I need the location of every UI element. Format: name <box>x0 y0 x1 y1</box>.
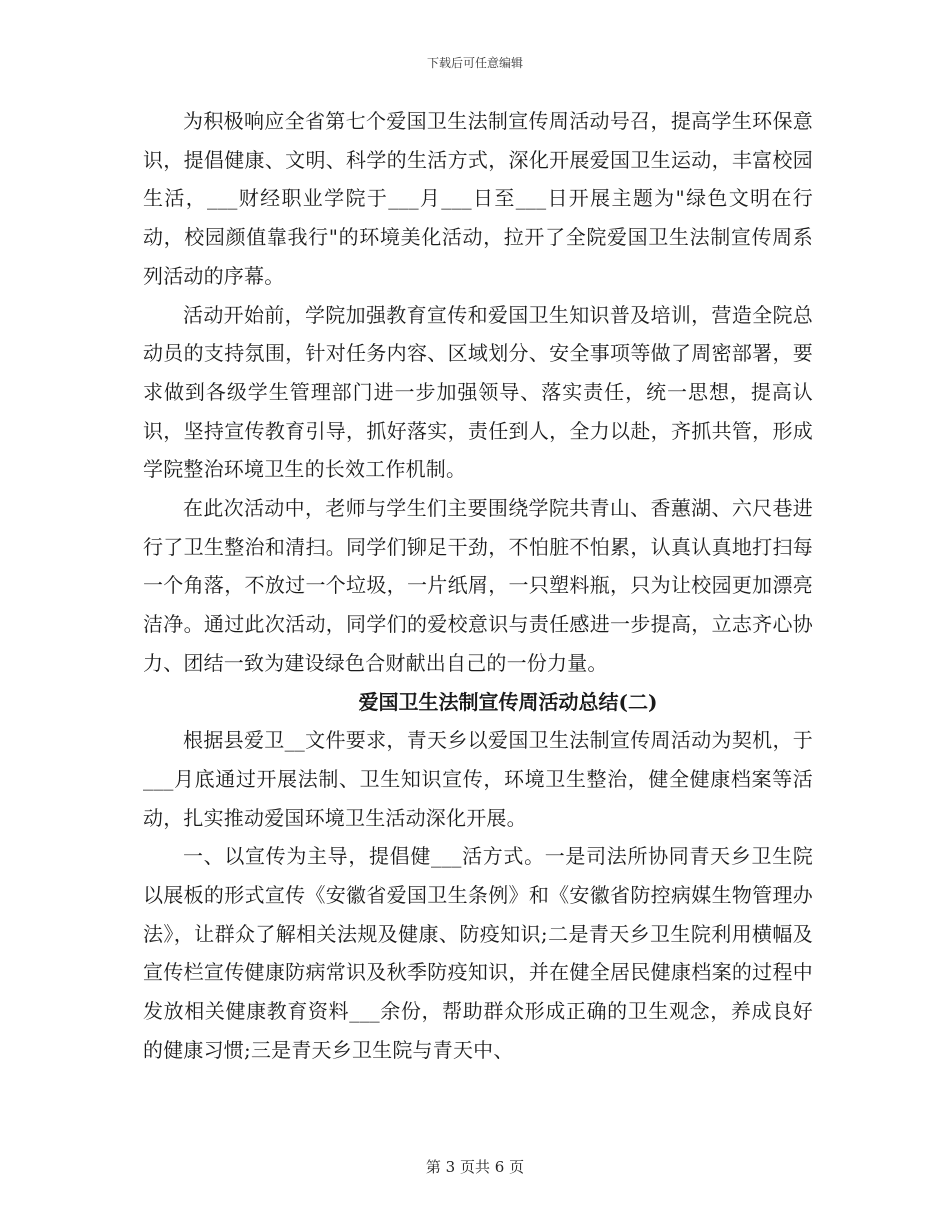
document-body <box>143 102 813 1070</box>
paragraph: 根据县爱卫__文件要求，青天乡以爱国卫生法制宣传周活动为契机，于___月底通过开展法制、卫生知识宣传，环境卫生整治，健全健康档案等活动，扎实推动爱国环境卫生活动深化开展。 <box>143 728 813 830</box>
paragraph: 一、以宣传为主导，提倡健___活方式。一是司法所协同青天乡卫生院以展板的形式宣传《安徽省爱国卫生条例》和《安徽省防控病媒生物管理办法》，让群众了解相关法规及健康、防疫知识;二是青天乡卫生院利用横幅及宣传栏宣传健康防病常识及秋季防疫知识，并在健全居民健康档案的过程中发放相关健康教育资料___余份，帮助群众形成正确的卫生观念，养成良好的健康习惯;三是青天乡卫生院与青天中、 <box>143 844 813 1062</box>
paragraph: 活动开始前，学院加强教育宣传和爱国卫生知识普及培训，营造全院总动员的支持氛围，针对任务内容、区域划分、安全事项等做了周密部署，要求做到各级学生管理部门进一步加强领导、落实责任，统一思想，提高认识，坚持宣传教育引导，抓好落实，责任到人，全力以赴，齐抓共管，形成学院整治环境卫生的长效工作机制。 <box>143 302 813 482</box>
paragraph: 在此次活动中，老师与学生们主要围绕学院共青山、香蕙湖、六尺巷进行了卫生整治和清扫。同学们铆足干劲，不怕脏不怕累，认真认真地打扫每一个角落，不放过一个垃圾，一片纸屑，一只塑料瓶，只为让校园更加漂亮洁净。通过此次活动，同学们的爱校意识与责任感进一步提高，立志齐心协力、团结一致为建设绿色合财献出自己的一份力量。 <box>143 496 813 675</box>
paragraph: 为积极响应全省第七个爱国卫生法制宣传周活动号召，提高学生环保意识，提倡健康、文明、科学的生活方式，深化开展爱国卫生运动，丰富校园生活，___财经职业学院于___月___日至___日开展主题为"绿色文明在行动，校园颜值靠我行"的环境美化活动，拉开了全院爱国卫生法制宣传周系列活动的序幕。 <box>143 109 813 288</box>
header-note: 下载后可任意编辑 <box>426 56 523 70</box>
page-number: 第 3 页共 6 页 <box>425 1158 525 1176</box>
section-title: 爱国卫生法制宣传周活动总结(二) <box>358 689 658 714</box>
